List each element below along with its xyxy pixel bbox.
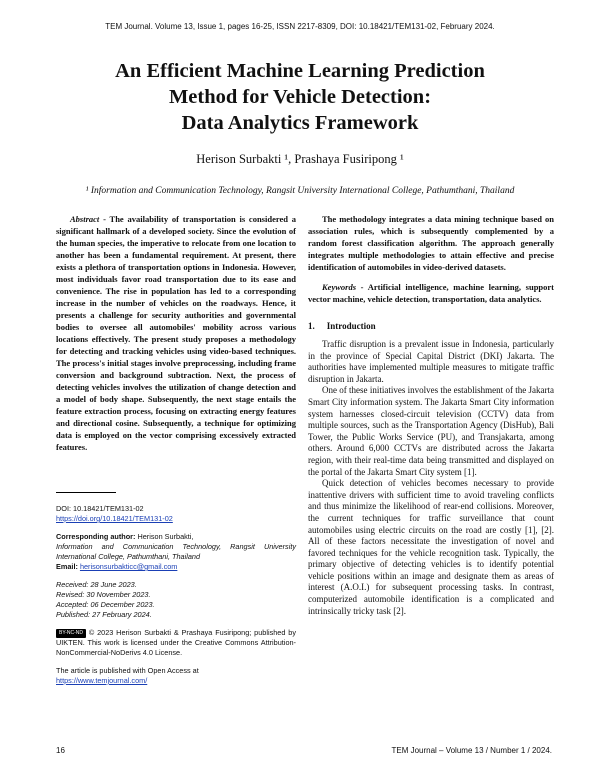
cc-license-icon: BY-NC-ND [56, 629, 86, 638]
abstract-continued: The methodology integrates a data mining technique based on association rules, which is subsequently complemented by a random forest classification algorithm. The approach generally integrates multiple methodologies to attain effective and precise identification of automobiles in video-derived datasets. [308, 214, 554, 272]
authors: Herison Surbakti ¹, Prashaya Fusiripong ¹ [196, 152, 404, 166]
corresponding-affiliation: Information and Communication Technology, Rangsit University International College, Pathumthani, Thailand [56, 542, 296, 561]
doi: DOI: 10.18421/TEM131-02 [56, 504, 144, 513]
keywords-text: - Artificial intelligence, machine learning, support vector machine, vehicle detection, transportation, data analytics. [308, 282, 554, 304]
keywords [308, 281, 554, 305]
paragraph-3: Quick detection of vehicles becomes necessary to provide inattentive drivers with sufficient time to avoid traveling conflicts and thus minimize the likelihood of rear-end collisions. Moreover, the current techniques for traffic surveillance that count automobiles using electric circuits on the road are costly [1], [2]. All of these factors necessitate the investigation of novel and favored techniques for the vehicle recognition task. Typically, the primary objective of detecting vehicles is to identify potential vehicle positions within an image and designate them as areas of interest (A.O.I.) for subsequent processing tasks. In contrast, computerized automobile identification is a complicated and intrinsically tricky task [2]. [308, 478, 554, 616]
paragraph-1: Traffic disruption is a prevalent issue in Indonesia, particularly in the province of Special Capital District (DKI) Jakarta. The authorities have implemented multiple measures to mitigate traffic disruption in Jakarta. [308, 339, 554, 384]
revised-date: Revised: 30 November 2023. [56, 590, 151, 599]
section-title: Introduction [326, 321, 376, 331]
doi-link[interactable]: https://doi.org/10.18421/TEM131-02 [56, 514, 173, 523]
journal-footer: TEM Journal – Volume 13 / Number 1 / 2024. [391, 746, 552, 755]
introduction-body [308, 339, 554, 617]
title-line-3: Data Analytics Framework [181, 112, 419, 134]
received-date: Received: 28 June 2023. [56, 580, 137, 589]
section-heading [308, 321, 554, 331]
abstract-text: - The availability of transportation is considered a significant hallmark of a developed society. Since the evolution of the human species, the imperative to relocate from one location to another has been a fundamental requirement. At present, there exists a plethora of transportation options in Indonesia. However, most individuals favor road transportation due to its ease and convenience. The rise in population has led to a corresponding increase in the number of vehicles on the roadways. Hence, it presents a challenge for security authorities and governmental bodies to oversee all automobiles' mobility across various locations effectively. The present study proposes a methodology for detecting and tracking vehicles using video-based techniques. The process's initial stages involve preprocessing, including frame conversion and background subtraction. Next, the process of detecting vehicles involves the utilization of change detection and a model of body shape. Subsequently, the next stage entails the feature extraction process, focusing on extracting energy features and directional cosine. Subsequently, a technique for optimizing data is employed on the vector comprising excessively extracted features. [56, 214, 296, 452]
keywords-label: Keywords [322, 282, 356, 292]
abstract [56, 213, 296, 453]
right-column [308, 213, 554, 617]
section-number: 1. [308, 321, 315, 331]
journal-link[interactable]: https://www.temjournal.com/ [56, 676, 148, 685]
abstract-label: Abstract [70, 214, 100, 224]
article-metadata [56, 504, 296, 694]
paragraph-2: One of these initiatives involves the establishment of the Jakarta Smart City information system. The Jakarta Smart City information system harnesses closed-circuit television (CCTV) data from multiple sources, such as the Transportation Agency (DisHub), Bali Tower, the Public Works Service (PU), and Transjakarta, among others. Around 6,000 CCTVs are distributed across the Jakarta region, with their real-time data being transmitted and displayed on the portal of the Jakarta Smart City system [1]. [308, 385, 554, 477]
published-date: Published: 27 February 2024. [56, 610, 152, 619]
footnote-divider [56, 492, 116, 493]
paper-title [40, 58, 560, 136]
title-line-2: Method for Vehicle Detection: [168, 86, 432, 108]
left-column [56, 213, 296, 453]
corresponding-label: Corresponding author: [56, 532, 136, 541]
corresponding-name: Herison Surbakti, [135, 532, 194, 541]
running-header: TEM Journal. Volume 13, Issue 1, pages 16-25, ISSN 2217-8309, DOI: 10.18421/TEM131-02, February 2024. [105, 22, 495, 31]
title-line-1: An Efficient Machine Learning Prediction [115, 60, 485, 82]
email-label: Email: [56, 562, 78, 571]
email-link[interactable]: herisonsurbakticc@gmail.com [79, 562, 178, 571]
affiliation: ¹ Information and Communication Technology, Rangsit University International College, Pathumthani, Thailand [85, 186, 515, 196]
accepted-date: Accepted: 06 December 2023. [56, 600, 155, 609]
open-access-text: The article is published with Open Access at [56, 666, 199, 675]
license-text: © 2023 Herison Surbakti & Prashaya Fusiripong; published by UIKTEN. This work is licensed under the Creative Commons Attribution-NonCommercial-NoDerivs 4.0 License. [56, 628, 296, 657]
page-number: 16 [56, 746, 65, 755]
